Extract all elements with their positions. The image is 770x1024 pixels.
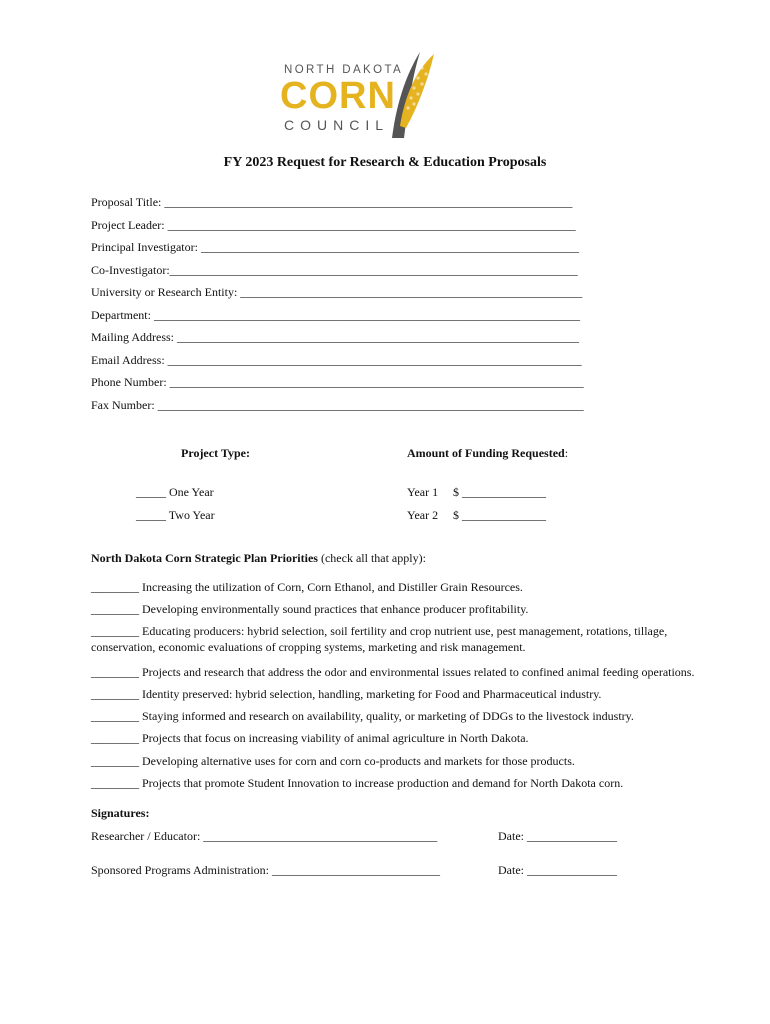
funding-header [407, 446, 568, 461]
phone-number-field[interactable]: Phone Number: _____________________________________________________________________ [91, 375, 584, 389]
co-investigator-field[interactable]: Co-Investigator:____________________________________________________________________ [91, 262, 578, 277]
mailing-address-field[interactable]: Mailing Address: ___________________________________________________________________ [91, 330, 579, 344]
researcher-date-field[interactable]: Date: _______________ [498, 829, 617, 843]
corn-icon [382, 48, 438, 140]
strategic-plan-header [91, 551, 426, 566]
plan-item-environmental-practices[interactable]: ________ Developing environmentally sound practices that enhance producer profitability. [91, 602, 529, 617]
project-type-header: Project Type: [181, 446, 250, 460]
funding-header-text: Amount of Funding Requested [407, 446, 565, 460]
sponsored-programs-date-field[interactable]: Date: _______________ [498, 863, 617, 877]
one-year-option[interactable]: _____ One Year [136, 485, 214, 499]
plan-item-alternative-uses[interactable]: ________ Developing alternative uses for corn and corn co-products and markets for those products. [91, 753, 575, 768]
researcher-signature-field[interactable]: Researcher / Educator: _______________________________________ [91, 829, 438, 843]
plan-item-animal-agriculture[interactable]: ________ Projects that focus on increasing viability of animal agriculture in North Dakota. [91, 731, 529, 746]
department-field[interactable]: Department: _______________________________________________________________________ [91, 307, 580, 322]
sponsored-programs-signature-field[interactable]: Sponsored Programs Administration: ____________________________ [91, 863, 440, 877]
proposal-title-field[interactable]: Proposal Title: ____________________________________________________________________ [91, 195, 573, 209]
plan-item-student-innovation[interactable]: ________ Projects that promote Student Innovation to increase production and demand for North Dakota corn. [91, 775, 624, 790]
project-leader-field[interactable]: Project Leader: ____________________________________________________________________ [91, 217, 576, 232]
fax-number-field[interactable]: Fax Number: _______________________________________________________________________ [91, 397, 584, 412]
plan-item-utilization[interactable]: ________ Increasing the utilization of Corn, Corn Ethanol, and Distiller Grain Resources. [91, 580, 523, 594]
plan-item-educating-producers[interactable]: ________ Educating producers: hybrid selection, soil fertility and crop nutrient use, pest management, rotations, tillage, conservation, economic evaluations of cropping systems, marketing and risk management. [91, 624, 668, 654]
two-year-option[interactable]: _____ Two Year [136, 508, 215, 522]
email-address-field[interactable]: Email Address: _____________________________________________________________________ [91, 352, 582, 367]
funding-header-colon: : [564, 446, 569, 460]
year1-label: Year 1 [407, 485, 439, 499]
university-field[interactable]: University or Research Entity: _________________________________________________________ [91, 285, 583, 299]
strategic-plan-title: North Dakota Corn Strategic Plan Priorities [91, 551, 318, 565]
proposal-fields [91, 193, 651, 418]
page-title: FY 2023 Request for Research & Education Proposals [223, 155, 547, 170]
strategic-plan-instruction: (check all that apply): [317, 551, 426, 565]
plan-item-odor-research[interactable]: ________ Projects and research that address the odor and environmental issues related to confined animal feeding operations. [91, 665, 695, 680]
plan-item-identity-preserved[interactable]: ________ Identity preserved: hybrid selection, handling, marketing for Food and Pharmaceutical industry. [91, 687, 602, 702]
year2-amount-field[interactable]: $ ______________ [453, 508, 546, 522]
logo-line-council: COUNCIL [284, 117, 390, 133]
year1-amount-field[interactable]: $ ______________ [453, 485, 546, 499]
logo [280, 48, 440, 140]
year2-label: Year 2 [407, 508, 439, 522]
principal-investigator-field[interactable]: Principal Investigator: _______________________________________________________________ [91, 240, 579, 254]
logo-line-corn: CORN [280, 75, 396, 117]
signatures-header: Signatures: [91, 806, 150, 820]
strategic-plan-list [91, 580, 731, 798]
logo-line-north-dakota: NORTH DAKOTA [284, 64, 404, 76]
plan-item-ddgs[interactable]: ________ Staying informed and research on availability, quality, or marketing of DDGs to the livestock industry. [91, 709, 634, 724]
